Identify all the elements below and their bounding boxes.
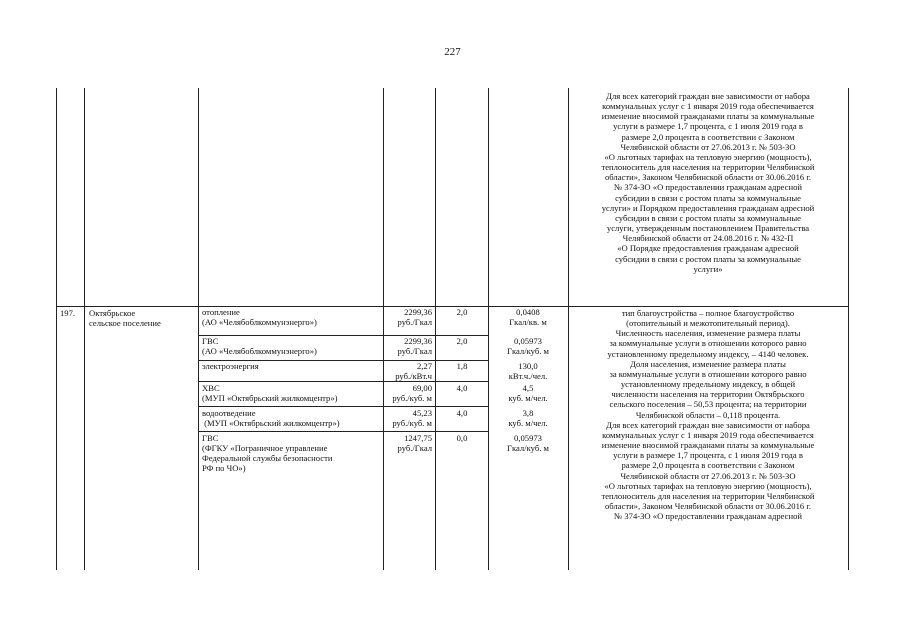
- top-description: [570, 91, 846, 274]
- tariff-unit: руб./Гкал: [397, 443, 432, 453]
- service-name-line: ХВС: [202, 383, 220, 393]
- description-line: «О льготных тарифах на тепловую энергию (мощность),: [604, 480, 812, 491]
- tariff-unit: руб./Гкал: [397, 317, 432, 327]
- index-value: 2,0: [456, 336, 468, 346]
- index-value: 0,0: [456, 433, 468, 443]
- description-line: субсидии в связи с ростом платы за коммунальные: [615, 192, 801, 203]
- service-name-line: (МУП «Октябрьский жилкомцентр»): [202, 418, 340, 428]
- description-line: области», Законом Челябинской области от 30.06.2016 г.: [604, 172, 812, 183]
- norm-unit: куб. м/чел.: [508, 418, 548, 428]
- description-line: области», Законом Челябинской области от 30.06.2016 г.: [604, 500, 812, 511]
- description-line: услуги, утвержденным постановлением Правительства: [606, 223, 810, 234]
- column-divider: [84, 88, 85, 570]
- description-line: Для всех категорий граждан вне зависимости от набора: [606, 419, 810, 430]
- tariff-value: 2,27: [416, 361, 432, 371]
- norm: [489, 383, 567, 403]
- description-line: субсидии в связи с ростом платы за коммунальные: [615, 212, 801, 223]
- index-value: 2,0: [456, 307, 468, 317]
- norm: [489, 307, 567, 327]
- column-divider: [435, 88, 436, 570]
- service-divider: [198, 431, 488, 432]
- description-line: за коммунальные услуги в отношении которого равно: [609, 368, 807, 379]
- norm: [489, 433, 567, 453]
- description-line: теплоноситель для населения на территории Челябинской: [601, 162, 815, 173]
- norm-unit: кВт.ч./чел.: [508, 371, 548, 381]
- description-line: установленному предельному индексу, в общей: [620, 379, 796, 390]
- norm-unit: Гкал/кв. м: [509, 317, 547, 327]
- table-border-right: [848, 88, 849, 570]
- service-name: [202, 361, 259, 371]
- description-line: субсидии в связи с ростом платы за коммунальные: [615, 253, 801, 264]
- norm-value: 0,0408: [516, 307, 540, 317]
- norm: [489, 361, 567, 381]
- description-line: Для всех категорий граждан вне зависимости от набора: [606, 91, 810, 101]
- service-name-line: ГВС: [202, 433, 219, 443]
- description-line: (отопительный и межотопительный период).: [626, 318, 790, 329]
- row-number: 197.: [60, 308, 76, 318]
- description-line: Челябинской области от 27.06.2013 г. № 503-ЗО: [620, 470, 796, 481]
- service-name-line: (ФГКУ «Пограничное управление: [202, 443, 328, 453]
- tariff-value: 45,23: [412, 408, 432, 418]
- description-line: тип благоустройства – полное благоустройство: [621, 308, 795, 318]
- index-value: 4,0: [456, 383, 468, 393]
- norm-value: 4,5: [522, 383, 534, 393]
- description-line: услуги в размере 1,7 процента, с 1 июля 2019 года в: [613, 121, 803, 132]
- description-line: «О льготных тарифах на тепловую энергию (мощность),: [604, 151, 812, 162]
- service-name-line: РФ по ЧО»): [202, 463, 246, 473]
- description-line: размере 2,0 процента в соответствии с Законом: [621, 460, 795, 471]
- description-line: размере 2,0 процента в соответствии с Законом: [621, 131, 795, 142]
- description-line: Численность населения, изменение размера платы: [615, 328, 801, 339]
- tariff: [385, 383, 432, 403]
- index-value: 4,0: [456, 408, 468, 418]
- description-line: изменение вносимой гражданами платы за коммунальные: [601, 440, 815, 451]
- description-line: услуги»: [693, 263, 723, 274]
- description-line: Доля населения, изменение размера платы: [630, 358, 786, 369]
- service-name-line: (АО «Челябоблкоммунэнерго»): [202, 346, 317, 356]
- tariff-value: 1247,75: [404, 433, 432, 443]
- service-name: [202, 383, 338, 403]
- description-line: Челябинской области – 0,118 процента.: [635, 409, 781, 420]
- service-name-line: ГВС: [202, 336, 219, 346]
- norm-unit: Гкал/куб. м: [507, 346, 549, 356]
- norm-value: 0,05973: [514, 336, 542, 346]
- service-name-line: отопление: [202, 307, 240, 317]
- service-divider: [198, 406, 488, 407]
- description-line: Челябинской области от 27.06.2013 г. № 503-ЗО: [620, 141, 796, 152]
- description-line: численности населения на территории Октябрьского: [611, 389, 805, 400]
- description-line: сельского поселения – 50,53 процента; на территории: [609, 399, 807, 410]
- index-value: 1,8: [456, 361, 468, 371]
- service-name: [202, 408, 340, 428]
- description-line: услуги» и Порядком предоставления гражданам адресной: [601, 202, 815, 213]
- tariff: [385, 433, 432, 453]
- tariff: [385, 336, 432, 356]
- norm: [489, 408, 567, 428]
- tariff-value: 2299,36: [404, 307, 432, 317]
- description-line: изменение вносимой гражданами платы за коммунальные: [601, 111, 815, 122]
- description-line: Челябинской области от 24.08.2016 г. № 432-П: [622, 233, 794, 244]
- column-divider: [198, 88, 199, 570]
- service-name-line: электроэнергия: [202, 361, 259, 371]
- norm-unit: куб. м/чел.: [508, 393, 548, 403]
- settlement-line: Октябрьское: [89, 308, 136, 318]
- tariff-unit: руб./куб. м: [392, 393, 432, 403]
- service-name-line: (МУП «Октябрьский жилкомцентр»): [202, 393, 338, 403]
- description-line: услуги в размере 1,7 процента, с 1 июля 2019 года в: [613, 450, 803, 461]
- norm-value: 3,8: [522, 408, 534, 418]
- settlement-name: [89, 308, 161, 328]
- norm-unit: Гкал/куб. м: [507, 443, 549, 453]
- description-line: коммунальных услуг с 1 января 2019 года обеспечивается: [602, 429, 814, 440]
- tariff: [385, 307, 432, 327]
- service-name: [202, 433, 332, 473]
- row-description: [570, 308, 846, 521]
- table-border-left: [56, 88, 57, 570]
- tariff-value: 2299,36: [404, 336, 432, 346]
- service-name: [202, 307, 317, 327]
- service-divider: [198, 381, 488, 382]
- tariff-unit: руб./кВт.ч: [395, 371, 432, 381]
- tariff-unit: руб./куб. м: [392, 418, 432, 428]
- settlement-line: сельское поселение: [89, 318, 161, 328]
- tariff: [385, 408, 432, 428]
- service-name: [202, 336, 317, 356]
- description-line: коммунальных услуг с 1 января 2019 года обеспечивается: [602, 101, 814, 112]
- column-divider: [383, 88, 384, 570]
- service-name-line: Федеральной службы безопасности: [202, 453, 333, 463]
- description-line: «О Порядке предоставления гражданам адресной: [617, 243, 799, 254]
- description-line: № 374-ЗО «О предоставлении гражданам адресной: [614, 182, 802, 193]
- norm: [489, 336, 567, 356]
- page-number: 227: [444, 46, 461, 58]
- column-divider: [488, 88, 489, 570]
- norm-value: 0,05973: [514, 433, 542, 443]
- description-line: № 374-ЗО «О предоставлении гражданам адресной: [614, 511, 802, 522]
- tariff-unit: руб./Гкал: [397, 346, 432, 356]
- tariff-value: 69,00: [412, 383, 432, 393]
- service-name-line: водоотведение: [202, 408, 256, 418]
- description-line: теплоноситель для населения на территории Челябинской: [601, 490, 815, 501]
- description-line: за коммунальные услуги в отношении которого равно: [609, 338, 807, 349]
- service-name-line: (АО «Челябоблкоммунэнерго»): [202, 317, 317, 327]
- norm-value: 130,0: [518, 361, 538, 371]
- description-line: установленному предельному индексу, – 4140 человек.: [607, 348, 809, 359]
- tariff: [385, 361, 432, 381]
- column-divider: [568, 88, 569, 570]
